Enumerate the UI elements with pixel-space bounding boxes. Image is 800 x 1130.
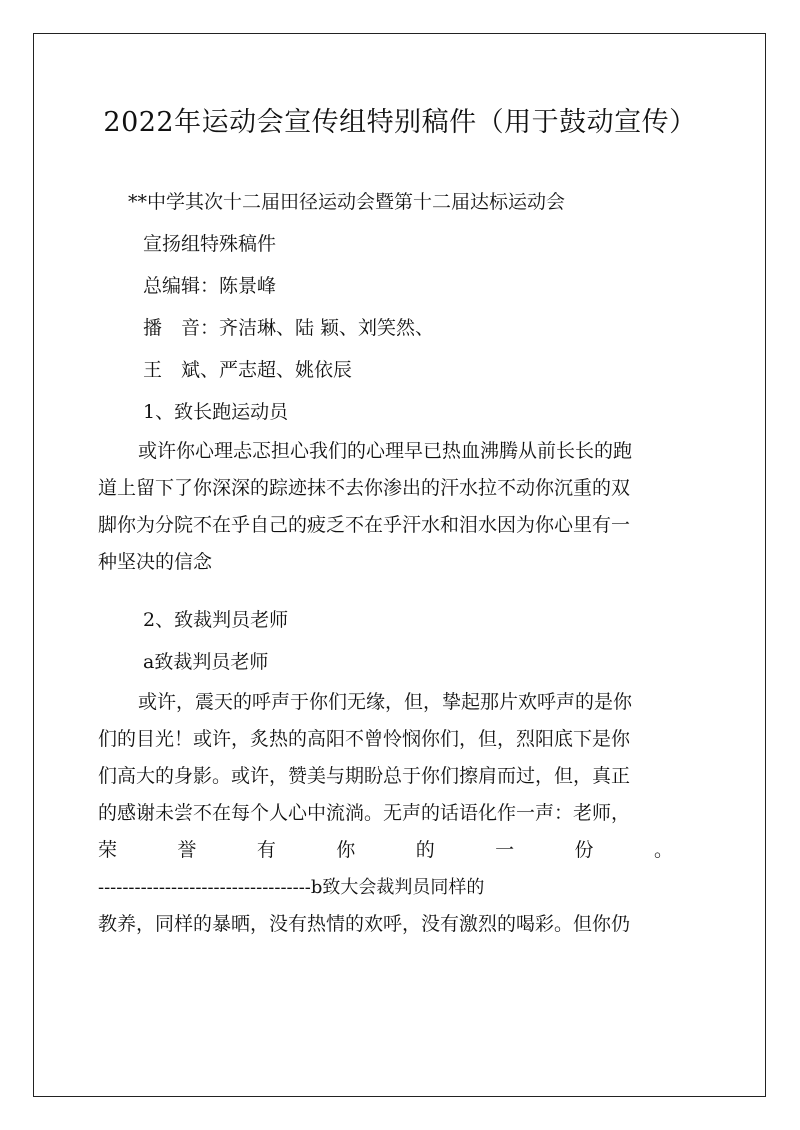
section-heading-2: 2、致裁判员老师: [143, 609, 289, 631]
dash-line-text: -----------------------------------b致大会裁判员同样的: [98, 877, 485, 898]
para-line: 的感谢未尝不在每个人心中流淌。无声的话语化作一声：老师，: [98, 802, 631, 824]
spaced-line: [98, 832, 673, 869]
para-line: 教养，同样的暴晒，没有热情的欢呼，没有激烈的喝彩。但你仍: [98, 913, 631, 935]
spaced-char: 荣: [98, 839, 118, 861]
paragraph-referees: [98, 684, 702, 832]
editor-line: 总编辑：陈景峰: [143, 275, 277, 297]
para-line: 们的目光！或许，炙热的高阳不曾怜悯你们，但，烈阳底下是你: [98, 728, 631, 750]
document-title: 2022年运动会宣传组特别稿件（用于鼓动宣传）: [103, 107, 697, 138]
dash-line: [98, 869, 702, 906]
para-line: 或许，震天的呼声于你们无缘，但，挚起那片欢呼声的是你: [138, 691, 633, 713]
para-line: 种坚决的信念: [98, 551, 213, 573]
spaced-char: 。: [653, 839, 673, 861]
spaced-char: 的: [415, 839, 435, 861]
para-line: 们高大的身影。或许，赞美与期盼总于你们擦肩而过，但，真正: [98, 765, 631, 787]
paragraph-long-distance: [98, 433, 702, 581]
paragraph-all-referees: [98, 906, 702, 943]
school-event-line: **中学其次十二届田径运动会暨第十二届达标运动会: [128, 191, 566, 213]
section-heading-1: 1、致长跑运动员: [143, 401, 289, 423]
para-line: 道上留下了你深深的踪迹抹不去你渗出的汗水拉不动你沉重的双: [98, 477, 631, 499]
group-line: 宣扬组特殊稿件: [143, 233, 277, 255]
section-heading-2a: a致裁判员老师: [143, 651, 269, 673]
para-line: 脚你为分院不在乎自己的疲乏不在乎汗水和泪水因为你心里有一: [98, 514, 631, 536]
announcers-line-2: 王 斌、严志超、姚依辰: [143, 359, 353, 381]
spaced-char: 有: [256, 839, 276, 861]
announcers-line: 播 音：齐洁琳、陆 颖、刘笑然、: [143, 317, 435, 339]
spaced-char: 一: [495, 839, 515, 861]
spaced-char: 份: [574, 839, 594, 861]
spaced-char: 你: [336, 839, 356, 861]
para-line: 或许你心理忐忑担心我们的心理早已热血沸腾从前长长的跑: [138, 440, 633, 462]
spaced-char: 誉: [177, 839, 197, 861]
